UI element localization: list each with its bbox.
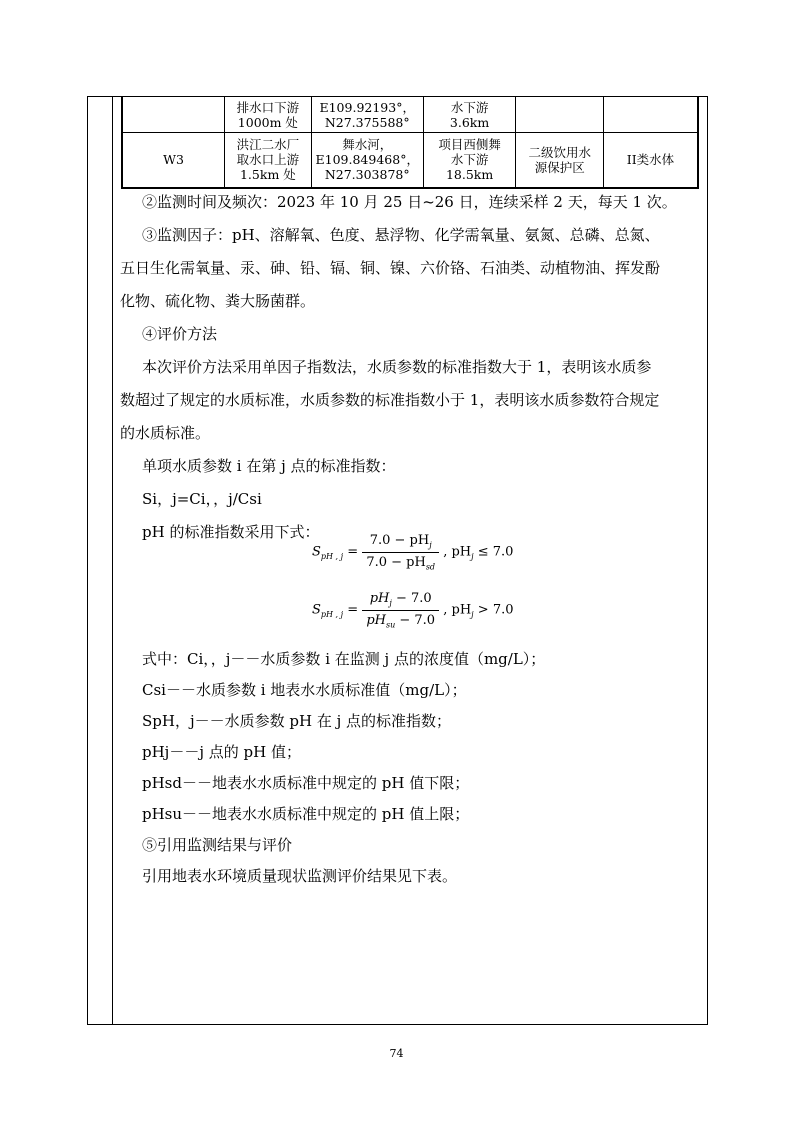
table-cell — [603, 97, 698, 133]
monitoring-text — [120, 188, 700, 547]
definitions — [120, 645, 700, 891]
method-line: 的水质标准。 — [120, 424, 211, 442]
definition-line: 式中：Ci，，j－－水质参数 i 在监测 j 点的浓度值（mg/L）； — [142, 650, 546, 668]
table-cell: 洪江二水厂 取水口上游 1.5km 处 — [225, 133, 312, 188]
definition-line: pHsd－－地表水水质标准中规定的 pH 值下限； — [142, 774, 470, 792]
monitoring-time: ②监测时间及频次：2023 年 10 月 25 日~26 日，连续采样 2 天，每天 1 次。 — [142, 193, 677, 211]
table-cell: W3 — [122, 133, 225, 188]
definition-line: pHj－－j 点的 pH 值； — [142, 743, 301, 761]
table-cell — [516, 97, 604, 133]
section-heading: ⑤引用监测结果与评价 — [142, 836, 293, 854]
table-cell: 舞水河， E109.849468°， N27.303878° — [311, 133, 423, 188]
factors-line: 五日生化需氧量、汞、砷、铅、镉、铜、镍、六价铬、石油类、动植物油、挥发酚 — [120, 259, 661, 277]
table-cell — [122, 97, 225, 133]
single-index-line: 单项水质参数 i 在第 j 点的标准指数： — [142, 457, 396, 475]
section-heading: ④评价方法 — [142, 325, 218, 343]
table-row — [122, 97, 698, 133]
factors-line: ③监测因子：pH、溶解氧、色度、悬浮物、化学需氧量、氨氮、总磷、总氮、 — [142, 226, 660, 244]
table-row — [122, 133, 698, 188]
fraction: $\frac{7.0 - pH_j}{7.0 - pH_{sd}}$ — [362, 533, 439, 571]
definition-line: pHsu－－地表水水质标准中规定的 pH 值上限； — [142, 805, 470, 823]
definition-line: SpH，j－－水质参数 pH 在 j 点的标准指数； — [142, 712, 452, 730]
definition-line: Csi－－水质参数 i 地表水水质标准值（mg/L）； — [142, 681, 467, 699]
fraction: $\frac{pH_j - 7.0}{pH_{su} - 7.0}$ — [362, 591, 439, 629]
table-cell: II类水体 — [603, 133, 698, 188]
table-cell: 排水口下游 1000m 处 — [225, 97, 312, 133]
table-cell: E109.92193°， N27.375588° — [311, 97, 423, 133]
table-cell: 二级饮用水 源保护区 — [516, 133, 604, 188]
table-cell: 项目西侧舞 水下游 18.5km — [423, 133, 516, 188]
method-line: 数超过了规定的水质标准，水质参数的标准指数小于 1，表明该水质参数符合规定 — [120, 391, 660, 409]
table-cell: 水下游 3.6km — [423, 97, 516, 133]
factors-line: 化物、硫化物、粪大肠菌群。 — [120, 292, 316, 310]
method-line: 本次评价方法采用单因子指数法，水质参数的标准指数大于 1，表明该水质参 — [142, 358, 652, 376]
monitoring-table — [121, 96, 699, 189]
page-number: 74 — [389, 1047, 404, 1060]
si-formula: Si，j=Ci，，j/Csi — [142, 490, 262, 508]
ph-intro: pH 的标准指数采用下式： — [142, 523, 320, 541]
margin-line — [112, 96, 113, 1025]
cite-line: 引用地表水环境质量现状监测评价结果见下表。 — [142, 867, 458, 885]
